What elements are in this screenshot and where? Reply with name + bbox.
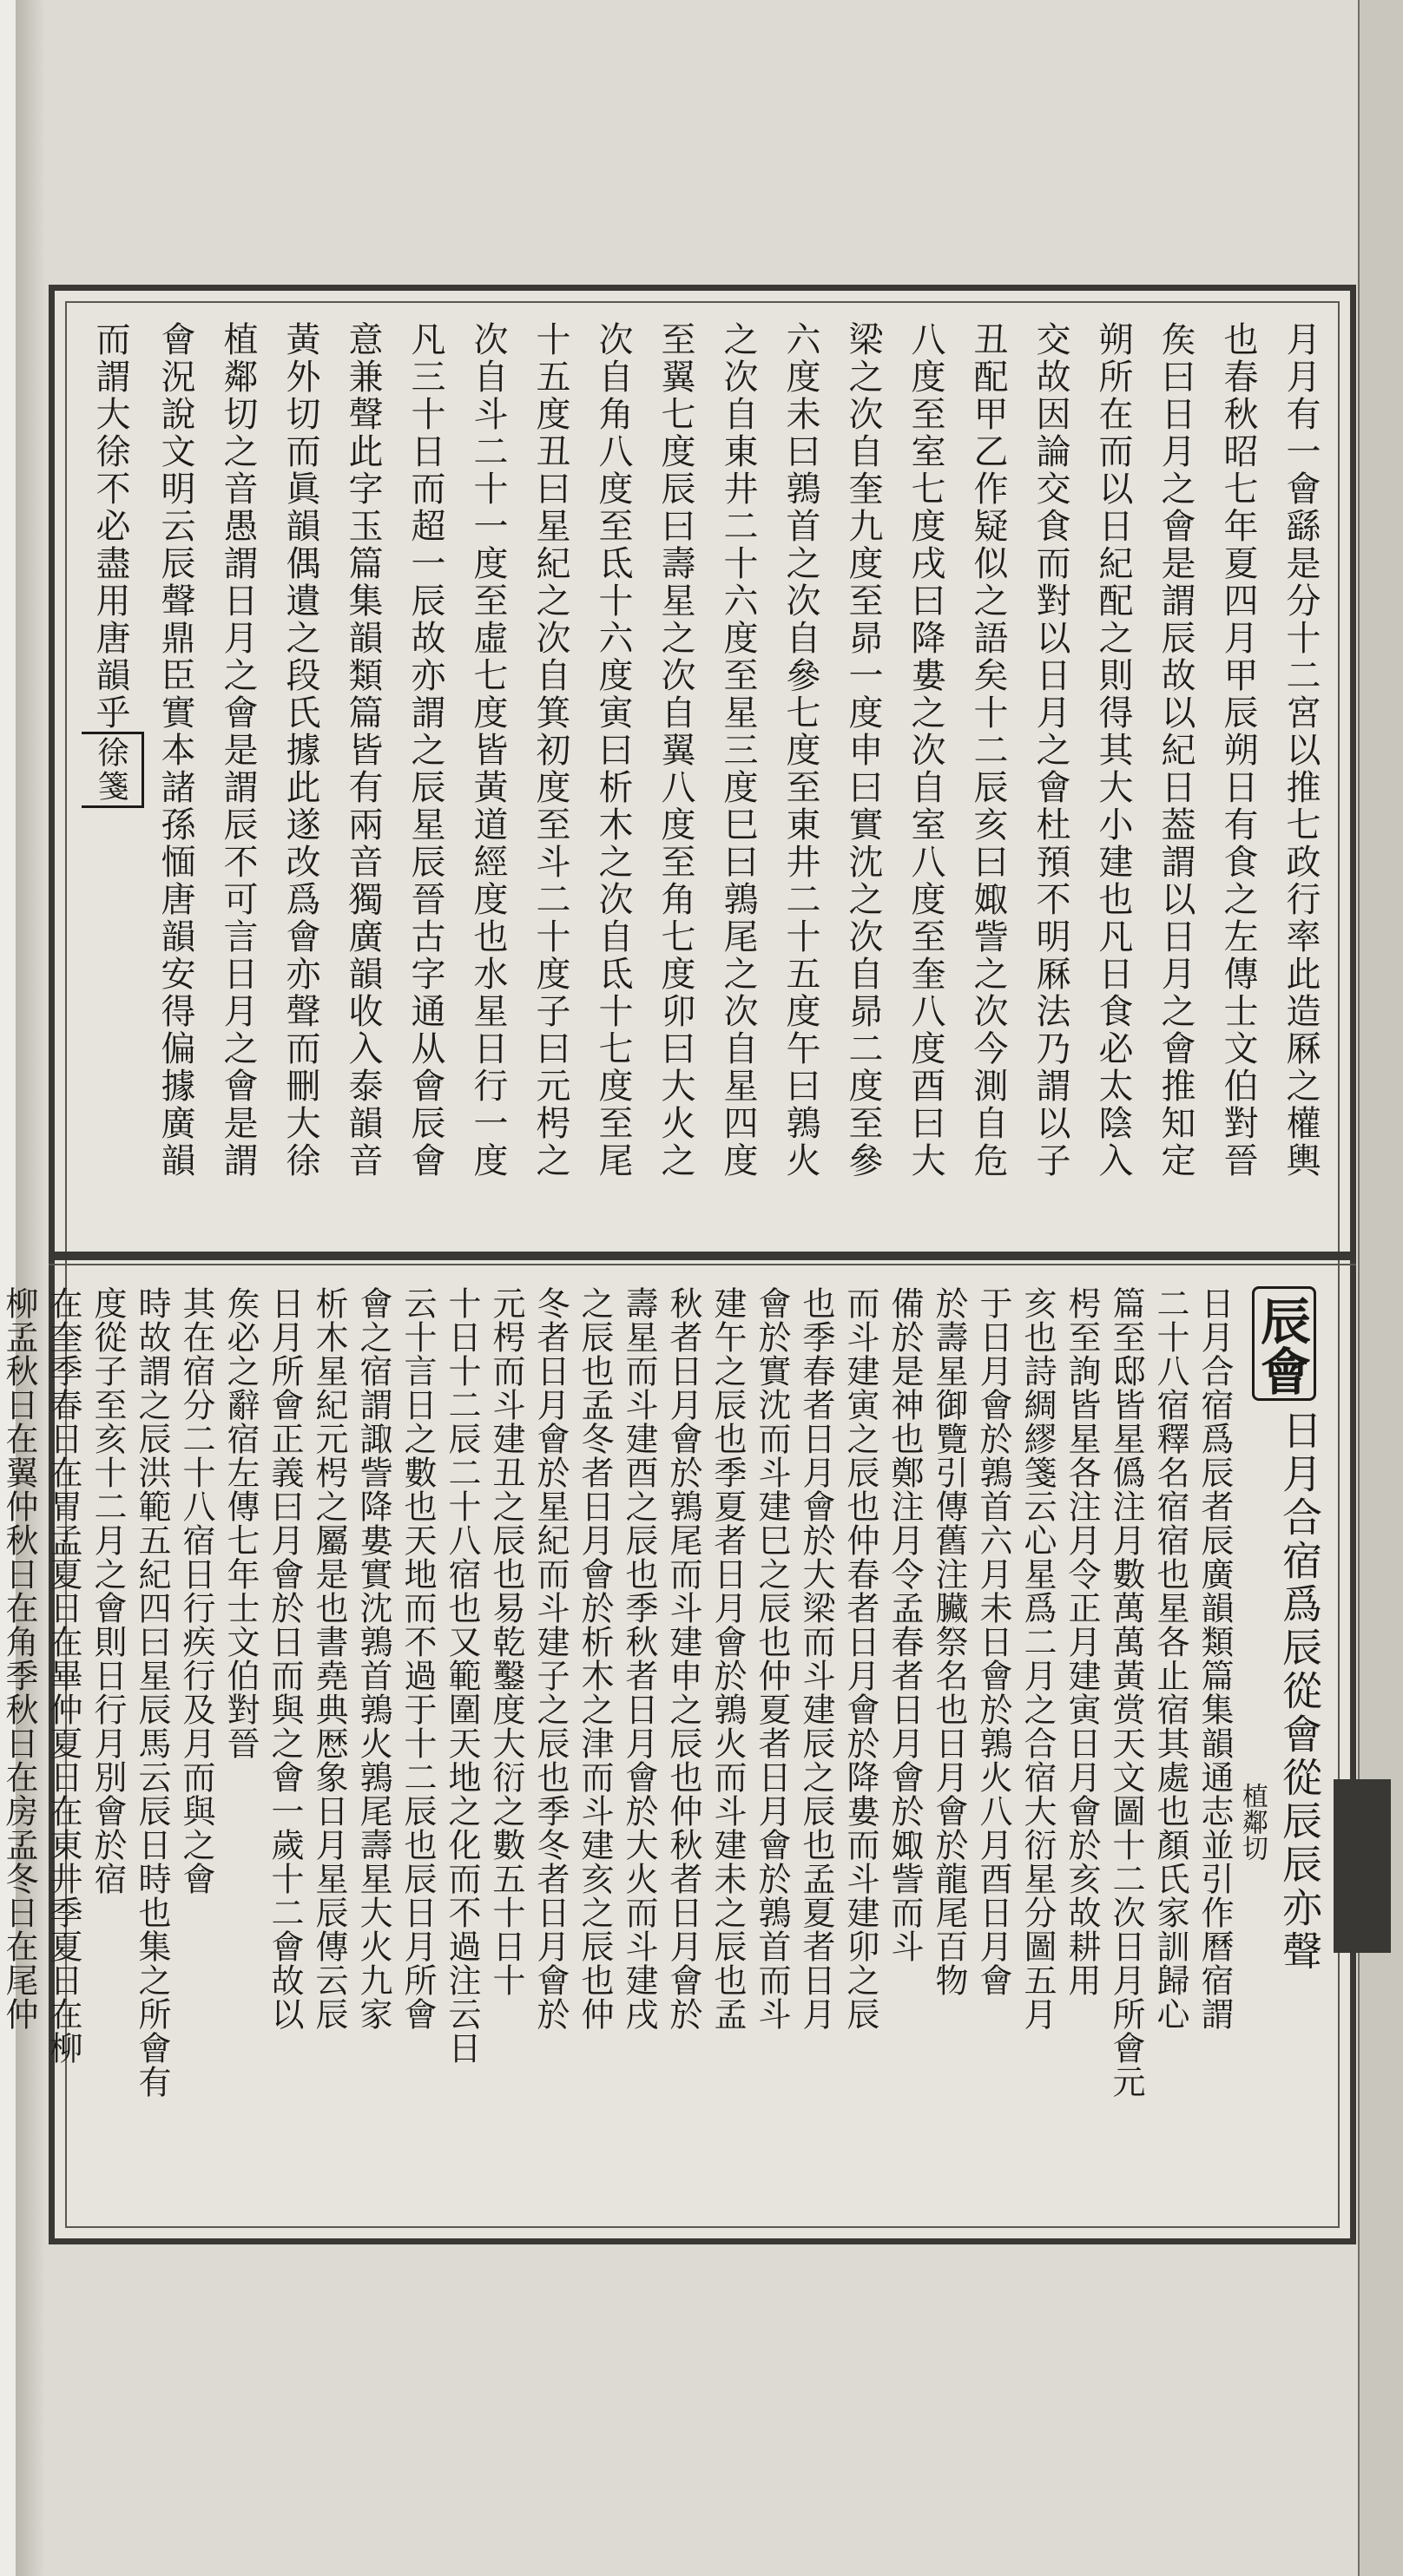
gloss-column: 亥也詩綢繆箋云心星爲二月之合宿大衍星分圖五月 <box>1018 1286 1057 2031</box>
gloss-column: 十日十二辰二十八宿也又範圍天地之化而不過注云日 <box>443 1286 481 2065</box>
headword-seal-character: 辰會 <box>1252 1286 1316 1401</box>
gloss-column: 云十言日之數也天地而不過于十二辰也辰日月所會 <box>399 1286 437 2031</box>
fold-tab <box>1334 1779 1391 1953</box>
gloss-column: 會於實沈而斗建巳之辰也仲夏者日月會於鶉首而斗 <box>753 1286 791 2031</box>
gloss-column: 會之宿謂諏訾降婁實沈鶉首鶉火鶉尾壽星大火九家 <box>354 1286 392 2031</box>
text-column: 也春秋昭七年夏四月甲辰朔日有食之左傳士文伯對晉 <box>1218 321 1258 1180</box>
text-column: 次自角八度至氐十六度寅曰析木之次自氐十七度至尾 <box>593 321 633 1180</box>
text-column: 八度至室七度戌曰降婁之次自室八度至奎八度酉曰大 <box>906 321 945 1180</box>
gloss-column: 于日月會於鶉首六月未日會於鶉火八月酉日月會 <box>974 1286 1012 1997</box>
text-column-last <box>82 321 144 1236</box>
gloss-column: 在奎季春日在胃孟夏日在畢仲夏日在東井季夏日在柳 <box>44 1286 82 2065</box>
entry-heading <box>1236 1286 1332 2220</box>
gloss-column: 備於是神也鄭注月令孟春者日月會於娵訾而斗 <box>886 1286 924 1963</box>
gloss-column: 元枵而斗建丑之辰也易乾鑿度大衍之數五十日十 <box>487 1286 525 1997</box>
text-column: 植鄰切之音愚謂日月之會是謂辰不可言日月之會是謂 <box>218 321 258 1180</box>
text-column: 凡三十日而超一辰故亦謂之辰星辰晉古字通从會辰會 <box>405 321 445 1180</box>
gloss-column: 壽星而斗建酉之辰也季秋者日月會於大火而斗建戌 <box>620 1286 658 2031</box>
section-divider-thin <box>49 1264 1356 1265</box>
text-column: 會況說文明云辰聲鼎臣實本諸孫愐唐韻安得偏據廣韻 <box>155 321 195 1180</box>
text-column: 至翼七度辰曰壽星之次自翼八度至角七度卯曰大火之 <box>655 321 695 1180</box>
gloss-column: 也季春者日月會於大梁而斗建辰之辰也孟夏者日月 <box>797 1286 835 2031</box>
gloss-column: 日月所會正義曰月會於日而與之會一歲十二會故以 <box>266 1286 304 2031</box>
gloss-column: 柳孟秋日在翼仲秋日在角季秋日在房孟冬日在尾仲 <box>0 1286 38 2031</box>
commentator-mark: 徐箋 <box>82 732 144 808</box>
gloss-column: 篇至邸皆星僞注月數萬萬黃赏天文圖十二次日月所會元 <box>1107 1286 1145 2099</box>
text-column: 意兼聲此字玉篇集韻類篇皆有兩音獨廣韻收入泰韻音 <box>343 321 383 1180</box>
text-column: 次自斗二十一度至虛七度皆黃道經度也水星日行一度 <box>468 321 508 1180</box>
text-column: 月月有一會繇是分十二宮以推七政行率此造厤之權輿 <box>1281 321 1321 1180</box>
gloss-column: 度從子至亥十二月之會則日行月別會於宿 <box>89 1286 127 1896</box>
gloss-column: 析木星紀元枵之屬是也書堯典厯象日月星辰傳云辰 <box>310 1286 348 2031</box>
gloss-column: 二十八宿釋名宿宿也星各止宿其處也顏氏家訓歸心 <box>1151 1286 1189 2031</box>
gloss-column: 之辰也孟冬者日月會於析木之津而斗建亥之辰也仲 <box>576 1286 614 2031</box>
gloss-column: 日月合宿爲辰者辰廣韻類篇集韻通志並引作曆宿謂 <box>1196 1286 1234 2031</box>
gloss-column: 冬者日月會於星紀而斗建子之辰也季冬者日月會於 <box>531 1286 570 2031</box>
facing-page-edge <box>1358 0 1403 2576</box>
text-column: 梁之次自奎九度至昴一度申曰實沈之次自昴二度至參 <box>843 321 883 1180</box>
entry-definition: 日月合宿爲辰從會從辰辰亦聲 <box>1276 1410 1323 1974</box>
text-column: 十五度丑曰星紀之次自箕初度至斗二十度子曰元枵之 <box>530 321 570 1180</box>
entry-panel <box>0 1276 1332 2229</box>
text-column: 之次自東井二十六度至星三度巳曰鶉尾之次自星四度 <box>718 321 758 1180</box>
text-column: 丑配甲乙作疑似之語矣十二辰亥曰娵訾之次今測自危 <box>968 321 1008 1180</box>
gloss-column: 矦必之辭宿左傳七年士文伯對晉 <box>221 1286 260 1760</box>
text-column: 朔所在而以日紀配之則得其大小建也凡日食必太陰入 <box>1093 321 1133 1180</box>
pronunciation-note: 植鄰切 <box>1237 1783 1268 1861</box>
text-column: 六度未曰鶉首之次自參七度至東井二十五度午曰鶉火 <box>781 321 820 1180</box>
gloss-column: 枵至詢皆星各注月令正月建寅日月會於亥故耕用 <box>1063 1286 1101 1997</box>
commentary-panel <box>78 306 1332 1245</box>
text-column-body: 而謂大徐不必盡用唐韻乎 <box>90 321 130 732</box>
text-column: 黃外切而眞韻偶遺之段氏據此遂改爲會亦聲而刪大徐 <box>280 321 320 1180</box>
gloss-column: 而斗建寅之辰也仲春者日月會於降婁而斗建卯之辰 <box>841 1286 879 2031</box>
gloss-column: 秋者日月會於鶉尾而斗建申之辰也仲秋者日月會於 <box>664 1286 702 2031</box>
section-divider <box>49 1252 1356 1260</box>
gloss-column: 建午之辰也季夏者日月會於鶉火而斗建未之辰也孟 <box>708 1286 747 2031</box>
gloss-column: 時故謂之辰洪範五紀四曰星辰馬云辰日時也集之所會有 <box>133 1286 171 2099</box>
gloss-column: 其在宿分二十八宿日行疾行及月而與之會 <box>177 1286 215 1896</box>
text-column: 矦曰日月之會是謂辰故以紀日葢謂以日月之會推知定 <box>1156 321 1196 1180</box>
text-column: 交故因論交食而對以日月之會杜預不明厤法乃謂以子 <box>1031 321 1070 1180</box>
gloss-column: 於壽星御覽引傳舊注臟祭名也日月會於龍尾百物 <box>930 1286 968 1997</box>
